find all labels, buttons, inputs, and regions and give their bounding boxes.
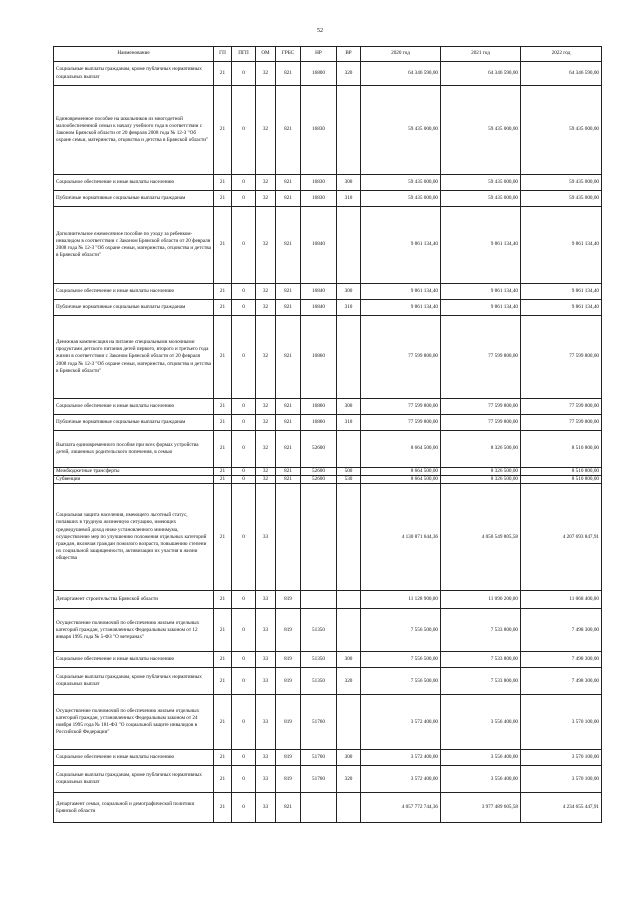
- cell-pgp: 0: [232, 62, 256, 86]
- table-row: [54, 468, 602, 476]
- cell-om: 33: [256, 591, 276, 609]
- cell-name: Субвенции: [54, 476, 214, 484]
- cell-pgp: 0: [232, 175, 256, 191]
- cell-2020: 9 861 134,40: [361, 284, 441, 300]
- cell-pgp: 0: [232, 750, 256, 766]
- cell-pgp: 0: [232, 793, 256, 823]
- cell-2021: 64 346 590,00: [441, 62, 521, 86]
- cell-np: 16860: [301, 399, 337, 415]
- cell-grbs: 819: [276, 668, 301, 695]
- header-np: НР: [301, 47, 337, 62]
- cell-2022: 11 068 400,00: [521, 591, 602, 609]
- cell-vr: 300: [337, 175, 361, 191]
- cell-vr: [337, 316, 361, 399]
- cell-gp: 21: [214, 609, 232, 652]
- cell-2022: 8 510 800,00: [521, 468, 602, 476]
- cell-2022: 64 346 590,00: [521, 62, 602, 86]
- cell-om: 32: [256, 415, 276, 431]
- header-grbs: ГРБС: [276, 47, 301, 62]
- cell-gp: 21: [214, 695, 232, 750]
- cell-gp: 21: [214, 207, 232, 284]
- cell-name: Департамент семьи, социальной и демографической политики Брянской области: [54, 793, 214, 823]
- cell-np: 52600: [301, 476, 337, 484]
- cell-2020: 8 664 500,00: [361, 468, 441, 476]
- header-gp: ГП: [214, 47, 232, 62]
- cell-vr: 530: [337, 476, 361, 484]
- cell-gp: 21: [214, 793, 232, 823]
- table-row: [54, 652, 602, 668]
- table-row: [54, 793, 602, 823]
- cell-2021: 8 326 500,00: [441, 468, 521, 476]
- cell-np: 51760: [301, 766, 337, 793]
- cell-2022: 9 861 134,40: [521, 300, 602, 316]
- cell-2022: 4 207 693 847,91: [521, 484, 602, 591]
- cell-2021: 8 326 500,00: [441, 476, 521, 484]
- cell-pgp: 0: [232, 399, 256, 415]
- cell-vr: [337, 609, 361, 652]
- cell-2021: 9 861 134,40: [441, 207, 521, 284]
- cell-2020: 59 435 000,00: [361, 175, 441, 191]
- cell-vr: 300: [337, 399, 361, 415]
- cell-2022: 9 861 134,40: [521, 207, 602, 284]
- cell-vr: 300: [337, 750, 361, 766]
- cell-name: Социальное обеспечение и иные выплаты населению: [54, 399, 214, 415]
- cell-np: [301, 591, 337, 609]
- cell-gp: 21: [214, 476, 232, 484]
- cell-2020: 9 861 134,40: [361, 207, 441, 284]
- cell-vr: [337, 86, 361, 175]
- cell-gp: 21: [214, 766, 232, 793]
- table-header-row: [54, 47, 602, 62]
- cell-om: 33: [256, 766, 276, 793]
- cell-2020: 8 664 500,00: [361, 431, 441, 468]
- cell-pgp: 0: [232, 300, 256, 316]
- cell-2020: 9 861 134,40: [361, 300, 441, 316]
- cell-grbs: 821: [276, 300, 301, 316]
- cell-2022: 8 510 800,00: [521, 476, 602, 484]
- cell-2021: 11 090 200,00: [441, 591, 521, 609]
- cell-2021: 3 977 489 605,58: [441, 793, 521, 823]
- cell-2022: 77 599 800,00: [521, 399, 602, 415]
- cell-om: 32: [256, 300, 276, 316]
- cell-grbs: 819: [276, 591, 301, 609]
- cell-2020: 7 556 500,00: [361, 609, 441, 652]
- cell-np: 16860: [301, 415, 337, 431]
- cell-gp: 21: [214, 316, 232, 399]
- table-row: [54, 476, 602, 484]
- cell-grbs: 821: [276, 431, 301, 468]
- cell-2020: 7 556 500,00: [361, 668, 441, 695]
- header-year-2020: 2020 год: [361, 47, 441, 62]
- cell-pgp: 0: [232, 468, 256, 476]
- cell-om: 32: [256, 175, 276, 191]
- cell-om: 32: [256, 468, 276, 476]
- cell-grbs: 819: [276, 750, 301, 766]
- cell-2021: 9 861 134,40: [441, 300, 521, 316]
- cell-2022: 4 234 655 447,91: [521, 793, 602, 823]
- cell-name: Социальное обеспечение и иные выплаты населению: [54, 284, 214, 300]
- cell-2020: 59 435 000,00: [361, 86, 441, 175]
- cell-2020: 77 599 800,00: [361, 316, 441, 399]
- cell-gp: 21: [214, 591, 232, 609]
- table-row: [54, 591, 602, 609]
- cell-grbs: 821: [276, 399, 301, 415]
- table-row: [54, 415, 602, 431]
- table-row: [54, 399, 602, 415]
- cell-gp: 21: [214, 62, 232, 86]
- cell-2022: 59 435 000,00: [521, 86, 602, 175]
- cell-2022: 3 570 100,00: [521, 766, 602, 793]
- cell-grbs: 821: [276, 476, 301, 484]
- cell-grbs: 821: [276, 415, 301, 431]
- cell-om: 32: [256, 191, 276, 207]
- cell-gp: 21: [214, 86, 232, 175]
- cell-vr: 300: [337, 652, 361, 668]
- cell-pgp: 0: [232, 695, 256, 750]
- cell-np: 52600: [301, 468, 337, 476]
- cell-2020: 4 130 871 644,36: [361, 484, 441, 591]
- cell-vr: 500: [337, 468, 361, 476]
- table-row: [54, 62, 602, 86]
- cell-2022: 9 861 134,40: [521, 284, 602, 300]
- cell-2022: 7 498 300,00: [521, 652, 602, 668]
- table-row: [54, 191, 602, 207]
- cell-2021: 3 556 400,00: [441, 766, 521, 793]
- cell-2021: 3 556 400,00: [441, 695, 521, 750]
- cell-gp: 21: [214, 750, 232, 766]
- cell-np: 51760: [301, 750, 337, 766]
- cell-om: 32: [256, 399, 276, 415]
- cell-gp: 21: [214, 468, 232, 476]
- cell-vr: 320: [337, 668, 361, 695]
- cell-grbs: 821: [276, 191, 301, 207]
- table-row: [54, 609, 602, 652]
- cell-2020: 8 664 500,00: [361, 476, 441, 484]
- cell-gp: 21: [214, 415, 232, 431]
- cell-np: 51350: [301, 609, 337, 652]
- cell-name: Социальное обеспечение и иные выплаты населению: [54, 652, 214, 668]
- cell-2020: 64 346 590,00: [361, 62, 441, 86]
- table-row: [54, 750, 602, 766]
- header-pgp: ПГП: [232, 47, 256, 62]
- cell-grbs: 821: [276, 284, 301, 300]
- cell-vr: 310: [337, 300, 361, 316]
- cell-grbs: 821: [276, 175, 301, 191]
- cell-2022: 7 498 300,00: [521, 668, 602, 695]
- cell-grbs: 819: [276, 766, 301, 793]
- cell-2020: 4 057 772 744,36: [361, 793, 441, 823]
- cell-name: Публичные нормативные социальные выплаты гражданам: [54, 415, 214, 431]
- header-year-2022: 2022 год: [521, 47, 602, 62]
- cell-np: 16800: [301, 62, 337, 86]
- table-row: [54, 695, 602, 750]
- cell-om: 33: [256, 695, 276, 750]
- cell-2021: 7 533 800,00: [441, 652, 521, 668]
- cell-np: 16860: [301, 316, 337, 399]
- cell-om: 32: [256, 62, 276, 86]
- cell-vr: 300: [337, 284, 361, 300]
- cell-2022: 59 435 000,00: [521, 191, 602, 207]
- cell-2021: 3 556 400,00: [441, 750, 521, 766]
- cell-grbs: 821: [276, 468, 301, 476]
- cell-om: 33: [256, 750, 276, 766]
- cell-np: 16840: [301, 300, 337, 316]
- cell-pgp: 0: [232, 316, 256, 399]
- table-row: [54, 484, 602, 591]
- cell-vr: 320: [337, 766, 361, 793]
- cell-2021: 7 533 800,00: [441, 609, 521, 652]
- cell-np: 51350: [301, 652, 337, 668]
- cell-gp: 21: [214, 300, 232, 316]
- cell-vr: [337, 207, 361, 284]
- cell-grbs: 821: [276, 316, 301, 399]
- cell-2021: 7 533 800,00: [441, 668, 521, 695]
- cell-np: 52600: [301, 431, 337, 468]
- cell-np: [301, 793, 337, 823]
- table-row: [54, 766, 602, 793]
- cell-name: Осуществление полномочий по обеспечению жильем отдельных категорий граждан, установленных Федеральным законом от 12 января 1995 года № 5-ФЗ "О ветеранах": [54, 609, 214, 652]
- cell-2021: 59 435 000,00: [441, 86, 521, 175]
- cell-grbs: 821: [276, 793, 301, 823]
- cell-om: 32: [256, 431, 276, 468]
- cell-name: Социальное обеспечение и иные выплаты населению: [54, 175, 214, 191]
- cell-2021: 77 599 800,00: [441, 415, 521, 431]
- cell-gp: 21: [214, 284, 232, 300]
- cell-vr: 310: [337, 191, 361, 207]
- table-row: [54, 86, 602, 175]
- cell-2021: 77 599 800,00: [441, 399, 521, 415]
- cell-2021: 59 435 000,00: [441, 175, 521, 191]
- cell-name: Дополнительное ежемесячное пособие по уходу за ребенком-инвалидом в соответствии с Законом Брянской области от 20 февраля 2008 года № 12-З "Об охране семьи, материнства, отцовства и детства в Брянской области": [54, 207, 214, 284]
- cell-name: Осуществление полномочий по обеспечению жильем отдельных категорий граждан, установленных Федеральным законом от 24 ноября 1995 года № 181-ФЗ "О социальной защите инвалидов в Российской Федерации": [54, 695, 214, 750]
- cell-2022: 3 570 100,00: [521, 695, 602, 750]
- table-row: [54, 316, 602, 399]
- cell-om: 32: [256, 207, 276, 284]
- header-om: ОМ: [256, 47, 276, 62]
- cell-2022: 77 599 800,00: [521, 415, 602, 431]
- cell-name: Единовременное пособие на школьников из многодетной малообеспеченной семьи к началу учебного года в соответствии с Законом Брянской области от 20 февраля 2008 года № 12-З "Об охране семьи, материнства, отцовства и детства в Брянской области": [54, 86, 214, 175]
- cell-pgp: 0: [232, 766, 256, 793]
- cell-2020: 77 599 800,00: [361, 415, 441, 431]
- cell-2020: 7 556 500,00: [361, 652, 441, 668]
- cell-grbs: 819: [276, 652, 301, 668]
- cell-gp: 21: [214, 668, 232, 695]
- table-row: [54, 668, 602, 695]
- cell-pgp: 0: [232, 484, 256, 591]
- cell-pgp: 0: [232, 415, 256, 431]
- cell-2022: 77 599 800,00: [521, 316, 602, 399]
- cell-name: Денежная компенсация на питание специальными молочными продуктами детского питания детей первого, второго и третьего года жизни в соответствии с Законом Брянской области от 20 февраля 2008 года № 12-З "Об охране семьи, материнства, отцовства и детства в Брянской области": [54, 316, 214, 399]
- cell-vr: [337, 793, 361, 823]
- cell-np: 16830: [301, 86, 337, 175]
- cell-grbs: 821: [276, 86, 301, 175]
- cell-2020: 3 572 400,00: [361, 766, 441, 793]
- cell-name: Социальные выплаты гражданам, кроме публичных нормативных социальных выплат: [54, 668, 214, 695]
- cell-grbs: [276, 484, 301, 591]
- cell-name: Социальное обеспечение и иные выплаты населению: [54, 750, 214, 766]
- cell-pgp: 0: [232, 591, 256, 609]
- cell-np: 16830: [301, 191, 337, 207]
- cell-pgp: 0: [232, 191, 256, 207]
- cell-2020: 11 128 900,00: [361, 591, 441, 609]
- cell-grbs: 819: [276, 695, 301, 750]
- cell-name: Департамент строительства Брянской области: [54, 591, 214, 609]
- cell-om: 32: [256, 86, 276, 175]
- cell-pgp: 0: [232, 284, 256, 300]
- cell-om: 32: [256, 284, 276, 300]
- cell-vr: [337, 591, 361, 609]
- cell-np: [301, 484, 337, 591]
- cell-2020: 3 572 400,00: [361, 750, 441, 766]
- cell-np: 16830: [301, 175, 337, 191]
- cell-vr: 320: [337, 62, 361, 86]
- cell-vr: [337, 695, 361, 750]
- cell-name: Выплата единовременного пособия при всех формах устройства детей, лишенных родительского попечения, в семью: [54, 431, 214, 468]
- cell-pgp: 0: [232, 652, 256, 668]
- cell-name: Социальные выплаты гражданам, кроме публичных нормативных социальных выплат: [54, 766, 214, 793]
- cell-pgp: 0: [232, 431, 256, 468]
- cell-name: Публичные нормативные социальные выплаты гражданам: [54, 191, 214, 207]
- cell-np: 51350: [301, 668, 337, 695]
- cell-vr: [337, 484, 361, 591]
- cell-2020: 3 572 400,00: [361, 695, 441, 750]
- cell-gp: 21: [214, 191, 232, 207]
- cell-name: Межбюджетные трансферты: [54, 468, 214, 476]
- table-row: [54, 284, 602, 300]
- cell-2020: 77 599 800,00: [361, 399, 441, 415]
- cell-grbs: 821: [276, 62, 301, 86]
- budget-table: [53, 46, 602, 823]
- page-number: 52: [317, 28, 323, 34]
- cell-2021: 77 599 800,00: [441, 316, 521, 399]
- cell-pgp: 0: [232, 609, 256, 652]
- cell-om: 33: [256, 668, 276, 695]
- cell-pgp: 0: [232, 668, 256, 695]
- header-name: Наименование: [54, 47, 214, 62]
- header-year-2021: 2021 год: [441, 47, 521, 62]
- cell-2021: 8 326 500,00: [441, 431, 521, 468]
- cell-om: 33: [256, 793, 276, 823]
- cell-gp: 21: [214, 484, 232, 591]
- header-vr: ВР: [337, 47, 361, 62]
- cell-gp: 21: [214, 652, 232, 668]
- table-row: [54, 431, 602, 468]
- cell-vr: 310: [337, 415, 361, 431]
- cell-om: 32: [256, 316, 276, 399]
- cell-gp: 21: [214, 431, 232, 468]
- cell-np: 51760: [301, 695, 337, 750]
- cell-pgp: 0: [232, 207, 256, 284]
- table-row: [54, 300, 602, 316]
- cell-om: 33: [256, 484, 276, 591]
- cell-2022: 3 570 100,00: [521, 750, 602, 766]
- cell-gp: 21: [214, 399, 232, 415]
- cell-name: Социальные выплаты гражданам, кроме публичных нормативных социальных выплат: [54, 62, 214, 86]
- cell-om: 33: [256, 609, 276, 652]
- cell-om: 32: [256, 476, 276, 484]
- cell-2020: 59 435 000,00: [361, 191, 441, 207]
- cell-2022: 7 498 300,00: [521, 609, 602, 652]
- cell-grbs: 819: [276, 609, 301, 652]
- cell-pgp: 0: [232, 476, 256, 484]
- table-row: [54, 175, 602, 191]
- cell-vr: [337, 431, 361, 468]
- cell-2022: 59 435 000,00: [521, 175, 602, 191]
- cell-2021: 9 861 134,40: [441, 284, 521, 300]
- cell-grbs: 821: [276, 207, 301, 284]
- cell-om: 33: [256, 652, 276, 668]
- cell-2022: 8 510 800,00: [521, 431, 602, 468]
- cell-2021: 4 050 549 805,58: [441, 484, 521, 591]
- cell-name: Публичные нормативные социальные выплаты гражданам: [54, 300, 214, 316]
- cell-np: 16840: [301, 207, 337, 284]
- cell-np: 16840: [301, 284, 337, 300]
- cell-name: Социальная защита населения, имеющего льготный статус, попавших в трудную жизненную ситуацию, имеющих среднедушевой доход ниже установленного минимума, осуществление мер по улучшению положения отдельных категорий граждан, включая граждан пожилого возраста, повышению степени их социальной защищенности, активизации их участия в жизни общества: [54, 484, 214, 591]
- table-row: [54, 207, 602, 284]
- cell-gp: 21: [214, 175, 232, 191]
- cell-pgp: 0: [232, 86, 256, 175]
- cell-2021: 59 435 000,00: [441, 191, 521, 207]
